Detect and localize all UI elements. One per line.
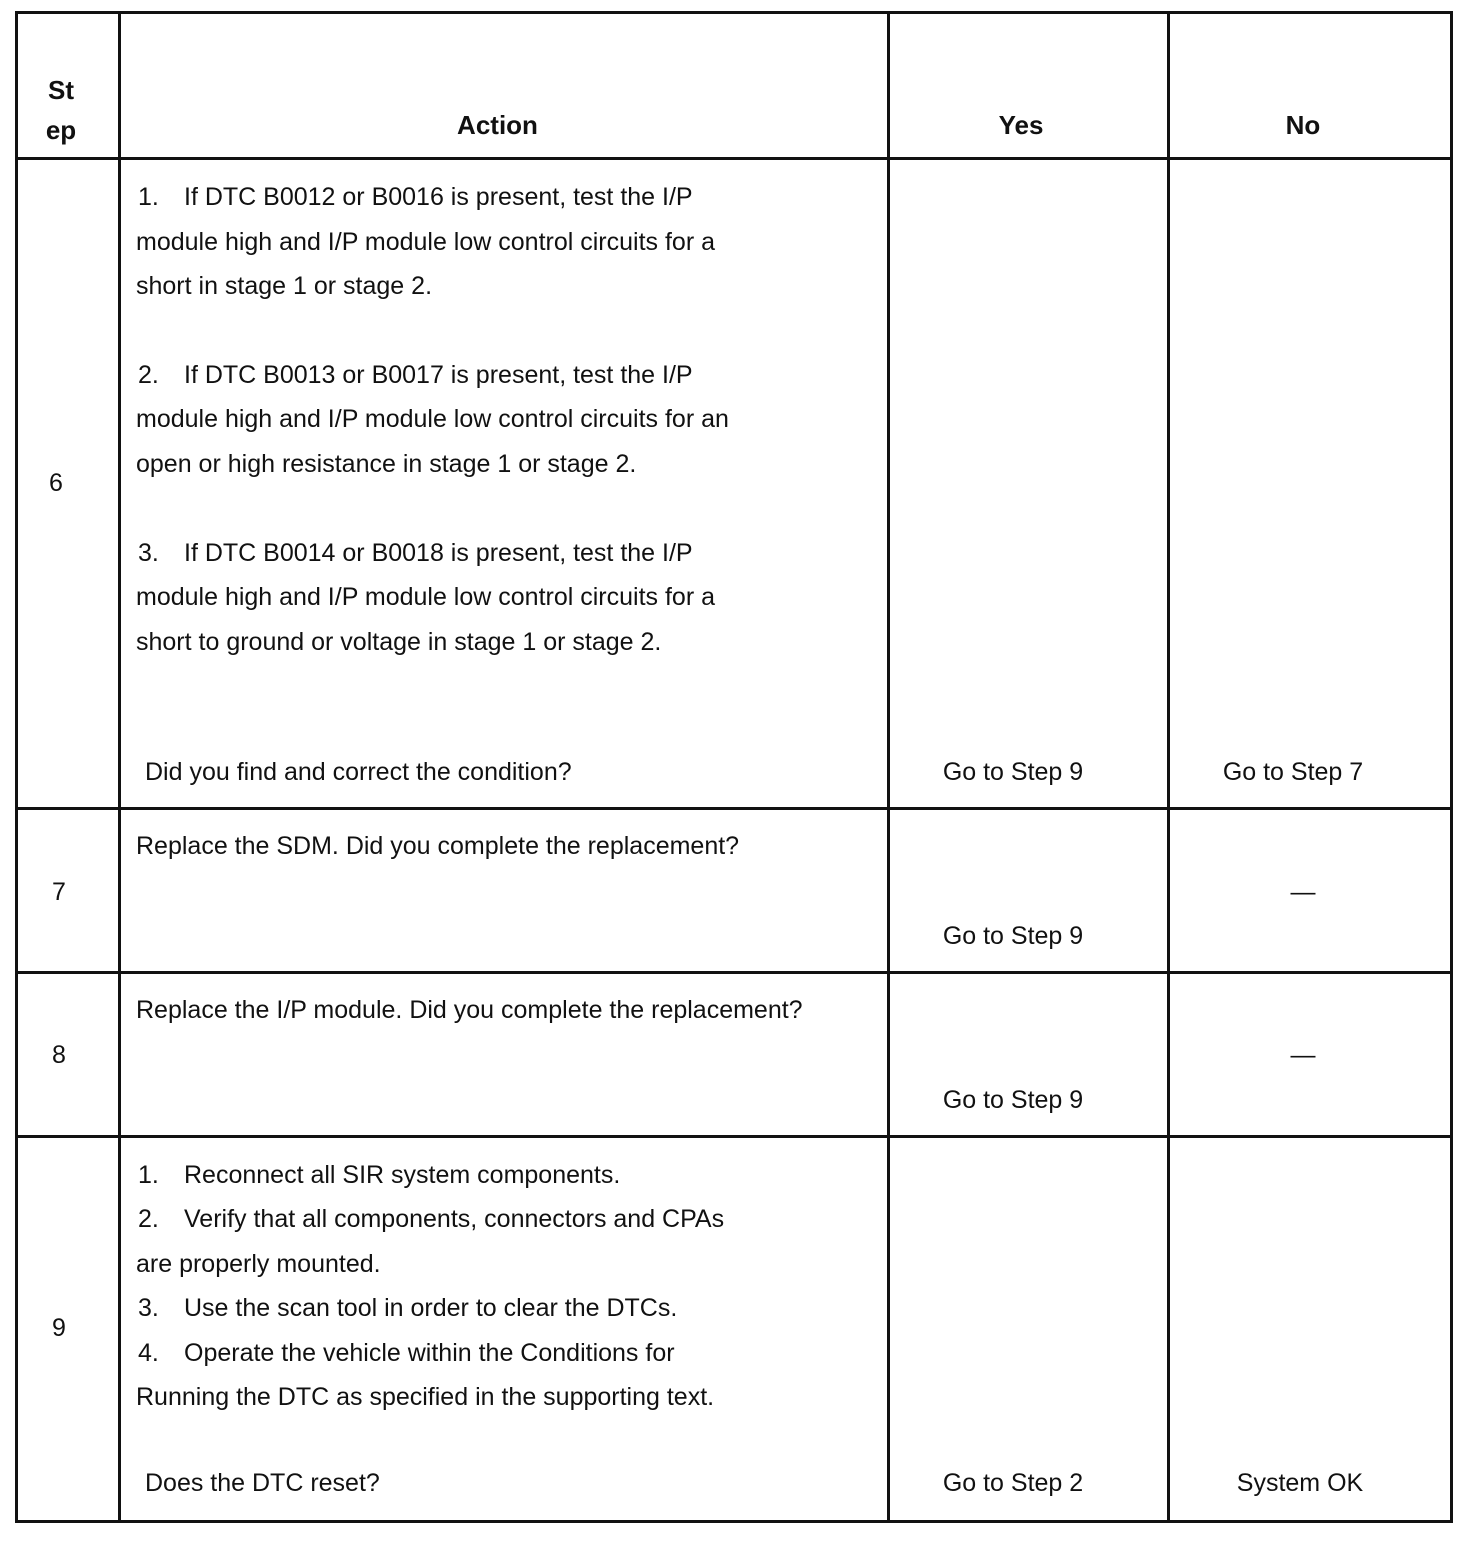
header-step (18, 70, 104, 150)
step-number: 9 (52, 1314, 66, 1342)
step-number: 6 (49, 469, 63, 497)
list-item-text: module high and I/P module low control circuits for a (136, 583, 716, 611)
list-item-text: short in stage 1 or stage 2. (136, 272, 433, 300)
action-text: Replace the I/P module. Did you complete the replacement? (136, 996, 803, 1024)
column-divider (118, 11, 121, 1523)
list-item-text: Running the DTC as specified in the supporting text. (136, 1383, 715, 1411)
list-item-text: module high and I/P module low control circuits for a (136, 228, 716, 256)
header-divider (15, 157, 1453, 160)
list-item-text: Operate the vehicle within the Conditions for (184, 1339, 675, 1367)
step-number: 7 (52, 878, 66, 906)
yes-result: Go to Step 9 (942, 1086, 1084, 1114)
list-item-number: 2. (138, 1205, 159, 1233)
list-item-number: 2. (138, 361, 159, 389)
table-border-top (15, 11, 1453, 14)
list-item-number: 3. (138, 1294, 159, 1322)
list-item-number: 4. (138, 1339, 159, 1367)
yes-result: Go to Step 2 (942, 1469, 1084, 1497)
list-item-text: open or high resistance in stage 1 or stage 2. (136, 450, 637, 478)
no-result: System OK (1236, 1469, 1364, 1497)
action-text: Replace the SDM. Did you complete the replacement? (136, 832, 740, 860)
no-result: Go to Step 7 (1222, 758, 1364, 786)
table-border-left (15, 11, 18, 1523)
list-item-number: 3. (138, 539, 159, 567)
list-item-text: Verify that all components, connectors and CPAs (184, 1205, 725, 1233)
question-text: Does the DTC reset? (145, 1469, 380, 1497)
header-no: No (1285, 110, 1321, 140)
step-number: 8 (52, 1041, 66, 1069)
list-item-text: If DTC B0012 or B0016 is present, test the I/P (184, 183, 693, 211)
no-result: — (1290, 878, 1316, 906)
header-step-line1: St (48, 75, 74, 105)
list-item-number: 1. (138, 1161, 159, 1189)
table-border-bottom (15, 1520, 1453, 1523)
list-item-text: short to ground or voltage in stage 1 or stage 2. (136, 628, 662, 656)
row-divider (15, 1135, 1453, 1138)
yes-result: Go to Step 9 (942, 758, 1084, 786)
header-action: Action (457, 110, 538, 140)
list-item-text: Use the scan tool in order to clear the DTCs. (184, 1294, 678, 1322)
list-item-text: module high and I/P module low control circuits for an (136, 405, 729, 433)
list-item-text: are properly mounted. (136, 1250, 381, 1278)
header-yes: Yes (998, 110, 1044, 140)
no-result: — (1290, 1041, 1316, 1069)
list-item-number: 1. (138, 183, 159, 211)
header-step-line2: ep (45, 115, 77, 145)
list-item-text: If DTC B0013 or B0017 is present, test the I/P (184, 361, 693, 389)
row-divider (15, 971, 1453, 974)
yes-result: Go to Step 9 (942, 922, 1084, 950)
table-border-right (1450, 11, 1453, 1523)
row-divider (15, 807, 1453, 810)
list-item-text: If DTC B0014 or B0018 is present, test the I/P (184, 539, 693, 567)
question-text: Did you find and correct the condition? (145, 758, 572, 786)
list-item-text: Reconnect all SIR system components. (184, 1161, 621, 1189)
